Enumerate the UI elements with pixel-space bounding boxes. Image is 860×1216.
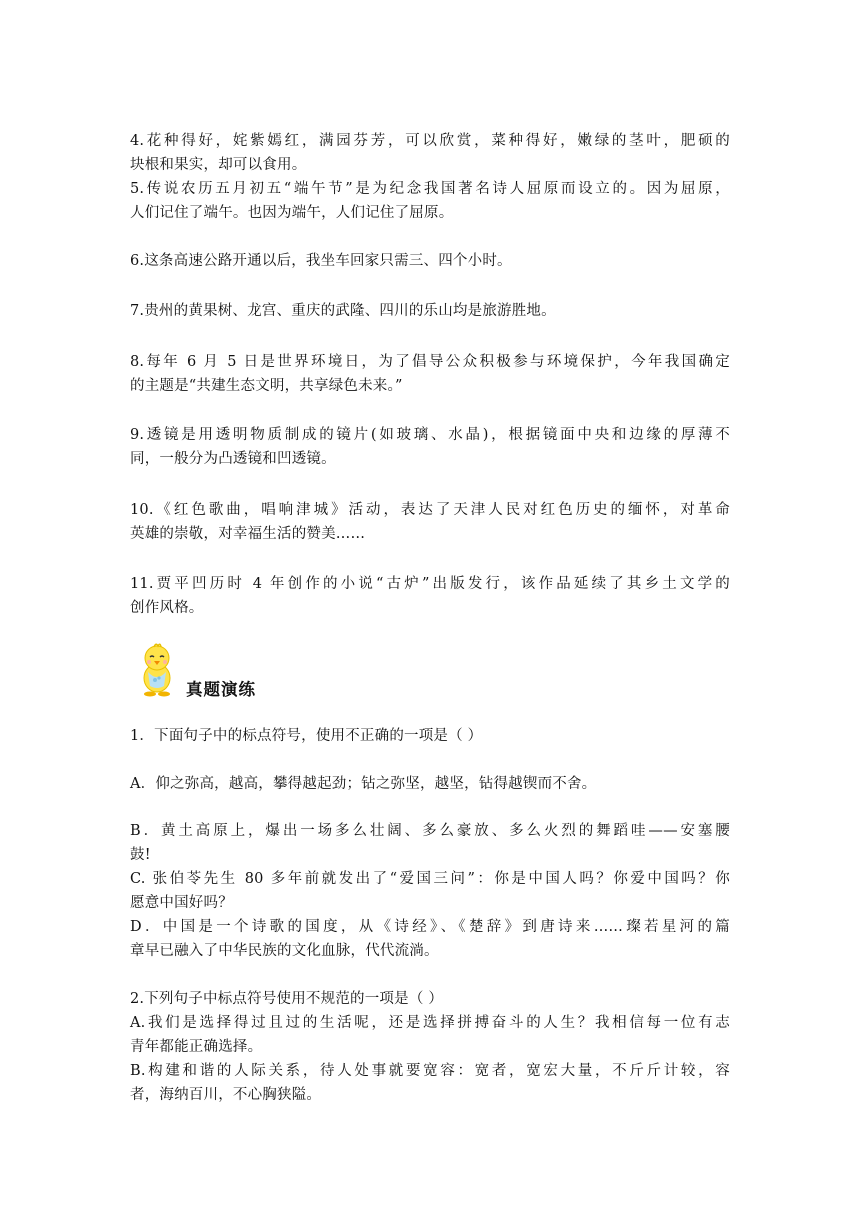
text-line: 章早已融入了中华民族的文化血脉，代代流淌。 — [130, 943, 439, 959]
text-line: 6.这条高速公路开通以后，我坐车回家只需三、四个小时。 — [130, 253, 512, 269]
text-line: 9.透镜是用透明物质制成的镜片(如玻璃、水晶)，根据镜面中央和边缘的厚薄不 — [130, 427, 730, 443]
text-line: 11.贾平凹历时 4 年创作的小说“古炉”出版发行，该作品延续了其乡土文学的 — [130, 576, 730, 592]
section-title: 真题演练 — [186, 680, 256, 699]
text-line: 4.花种得好，姹紫嫣红，满园芬芳，可以欣赏，菜种得好，嫩绿的茎叶，肥硕的 — [130, 133, 730, 149]
text-line: B．黄土高原上，爆出一场多么壮阔、多么豪放、多么火烈的舞蹈哇——安塞腰 — [130, 823, 730, 839]
text-line: 愿意中国好吗？ — [130, 895, 233, 911]
text-line: 鼓! — [130, 847, 151, 863]
text-line: A.我们是选择得过且过的生活呢，还是选择拼搏奋斗的人生？我相信每一位有志 — [130, 1015, 730, 1031]
text-line: 英雄的崇敬，对幸福生活的赞美…… — [130, 526, 366, 542]
text-line: D．中国是一个诗歌的国度，从《诗经》、《楚辞》到唐诗来……璨若星河的篇 — [130, 919, 730, 935]
text-line: C. 张伯苓先生 80 多年前就发出了“爱国三问”：你是中国人吗？你爱中国吗？你 — [130, 871, 730, 887]
text-line: 8.每年 6 月 5 日是世界环境日，为了倡导公众积极参与环境保护，今年我国确定 — [130, 354, 730, 370]
text-line: 同，一般分为凸透镜和凹透镜。 — [130, 451, 336, 467]
chick-mascot-icon — [136, 642, 180, 698]
text-line: 者，海纳百川，不心胸狭隘。 — [130, 1087, 322, 1103]
text-line: B.构建和谐的人际关系，待人处事就要宽容：宽者，宽宏大量，不斤斤计较，容 — [130, 1063, 730, 1079]
text-line: 1．下面句子中的标点符号，使用不正确的一项是（ ） — [130, 728, 483, 744]
text-line: 青年都能正确选择。 — [130, 1039, 263, 1055]
section-heading — [136, 642, 436, 698]
text-line: 5.传说农历五月初五“端午节”是为纪念我国著名诗人屈原而设立的。因为屈原， — [130, 181, 730, 197]
text-line: 2.下列句子中标点符号使用不规范的一项是（ ） — [130, 991, 444, 1007]
text-line: 块根和果实，却可以食用。 — [130, 157, 307, 173]
text-line: 人们记住了端午。也因为端午，人们记住了屈原。 — [130, 205, 454, 221]
text-line: A．仰之弥高，越高，攀得越起劲；钻之弥坚，越坚，钻得越锲而不舍。 — [130, 776, 597, 792]
text-line: 7.贵州的黄果树、龙宫、重庆的武隆、四川的乐山均是旅游胜地。 — [130, 303, 556, 319]
text-line: 10.《红色歌曲，唱响津城》活动，表达了天津人民对红色历史的缅怀，对革命 — [130, 502, 730, 518]
text-line: 创作风格。 — [130, 600, 204, 616]
text-line: 的主题是“共建生态文明，共享绿色未来。” — [130, 378, 403, 394]
